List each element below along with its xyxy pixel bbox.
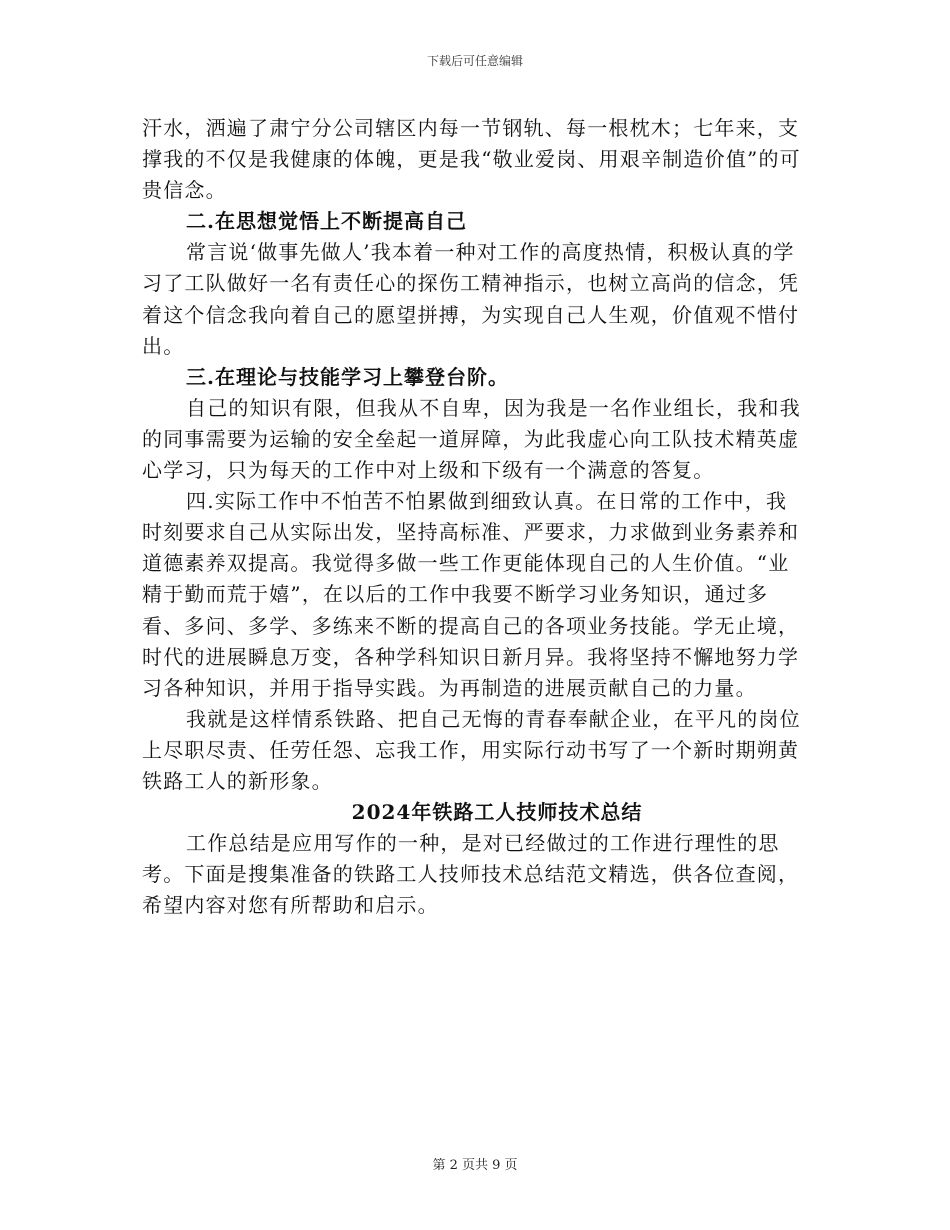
section-heading-2: 二.在思想觉悟上不断提高自己 (186, 209, 467, 234)
paragraph-ideology: 常言说‘做事先做人’我本着一种对工作的高度热情，积极认真的学习了工队做好一名有责任心的探伤工精神指示，也树立高尚的信念，凭着这个信念我向着自己的愿望拼搏，为实现自己人生观，价值观不惜付出。 (142, 240, 800, 358)
paragraph-conclusion: 我就是这样情系铁路、把自己无悔的青春奉献企业，在平凡的岗位上尽职尽责、任劳任怨、忘我工作，用实际行动书写了一个新时期朔黄铁路工人的新形象。 (142, 706, 801, 793)
document-title: 2024年铁路工人技师技术总结 (351, 800, 643, 825)
paragraph-continuation: 汗水，洒遍了肃宁分公司辖区内每一节钢轨、每一根枕木；七年来，支撑我的不仅是我健康的体魄，更是我“敬业爱岗、用艰辛制造价值”的可贵信念。 (142, 116, 801, 203)
paragraph-intro: 工作总结是应用写作的一种，是对已经做过的工作进行理性的思考。下面是搜集准备的铁路工人技师技术总结范文精选，供各位查阅，希望内容对您有所帮助和启示。 (142, 831, 800, 918)
section-heading-3: 三.在理论与技能学习上攀登台阶。 (186, 364, 509, 389)
page-footer: 第 2 页共 9 页 (432, 1158, 518, 1173)
paragraph-learning: 自己的知识有限，但我从不自卑，因为我是一名作业组长，我和我的同事需要为运输的安全垒起一道屏障，为此我虚心向工队技术精英虚心学习，只为每天的工作中对上级和下级有一个满意的答复。 (142, 395, 801, 483)
page-header: 下载后可任意编辑 (426, 54, 523, 68)
document-body (142, 113, 808, 921)
paragraph-practical-work: 四.实际工作中不怕苦不怕累做到细致认真。在日常的工作中，我时刻要求自己从实际出发，坚持高标准、严要求，力求做到业务素养和道德素养双提高。我觉得多做一些工作更能体现自己的人生价值。“业精于勤而荒于嬉”，在以后的工作中我要不断学习业务知识，通过多看、多问、多学、多练来不断的提高自己的各项业务技能。学无止境，时代的进展瞬息万变，各种学科知识日新月异。我将坚持不懈地努力学习各种知识，并用于指导实践。为再制造的进展贡献自己的力量。 (142, 489, 800, 700)
